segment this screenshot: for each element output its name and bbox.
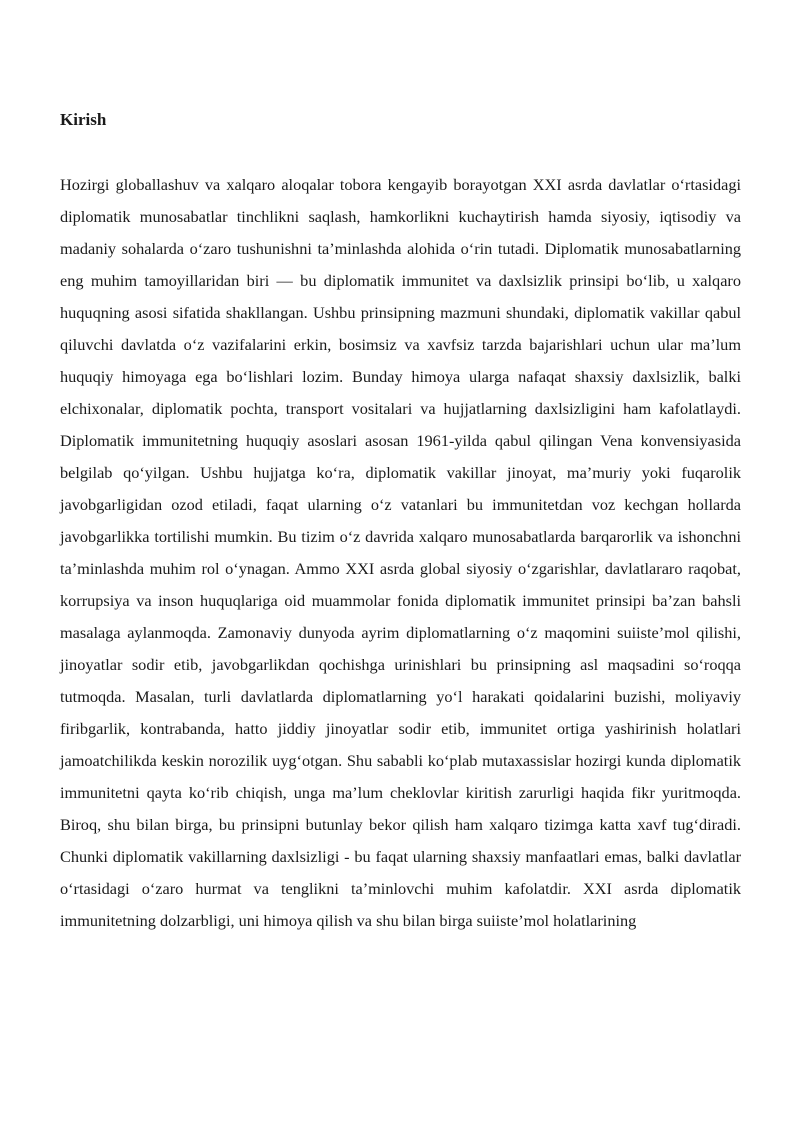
section-heading: Kirish — [60, 110, 107, 129]
body-paragraph: Hozirgi globallashuv va xalqaro aloqalar tobora kengayib borayotgan XXI asrda davlatlar o‘rtasidagi diplomatik munosabatlar tinchlikni saqlash, hamkorlikni kuchaytirish hamda siyosiy, iqtisodiy va madaniy sohalarda o‘zaro tushunishni ta’minlashda alohida o‘rin tutadi. Diplomatik munosabatlarning eng muhim tamoyillaridan biri — bu diplomatik immunitet va daxlsizlik prinsipi bo‘lib, u xalqaro huquqning asosi sifatida shakllangan. Ushbu prinsipning mazmuni shundaki, diplomatik vakillar qabul qiluvchi davlatda o‘z vazifalarini erkin, bosimsiz va xavfsiz tarzda bajarishlari uchun ular ma’lum huquqiy himoyaga ega bo‘lishlari lozim. Bunday himoya ularga nafaqat shaxsiy daxlsizlik, balki elchixonalar, diplomatik pochta, transport vositalari va hujjatlarning daxlsizligini ham kafolatlaydi. Diplomatik immunitetning huquqiy asoslari asosan 1961-yilda qabul qilingan Vena konvensiyasida belgilab qo‘yilgan. Ushbu hujjatga ko‘ra, diplomatik vakillar jinoyat, ma’muriy yoki fuqarolik javobgarligidan ozod etiladi, faqat ularning o‘z vatanlari bu immunitetdan voz kechgan hollarda javobgarlikka tortilishi mumkin. Bu tizim o‘z davrida xalqaro munosabatlarda barqarorlik va ishonchni ta’minlashda muhim rol o‘ynagan. Ammo XXI asrda global siyosiy o‘zgarishlar, davlatlararo raqobat, korrupsiya va inson huquqlariga oid muammolar fonida diplomatik immunitet prinsipi ba’zan bahsli masalaga aylanmoqda. Zamonaviy dunyoda ayrim diplomatlarning o‘z maqomini suiiste’mol qilishi, jinoyatlar sodir etib, javobgarlikdan qochishga urinishlari bu prinsipning asl maqsadini so‘roqqa tutmoqda. Masalan, turli davlatlarda diplomatlarning yo‘l harakati qoidalarini buzishi, moliyaviy firibgarlik, kontrabanda, hatto jiddiy jinoyatlar sodir etib, immunitet ortiga yashirinish holatlari jamoatchilikda keskin norozilik uyg‘otgan. Shu sababli ko‘plab mutaxassislar hozirgi kunda diplomatik immunitetni qayta ko‘rib chiqish, unga ma’lum cheklovlar kiritish zarurligi haqida fikr yuritmoqda. Biroq, shu bilan birga, bu prinsipni butunlay bekor qilish ham xalqaro tizimga katta xavf tug‘diradi. Chunki diplomatik vakillarning daxlsizligi - bu faqat ularning shaxsiy manfaatlari emas, balki davlatlar o‘rtasidagi o‘zaro hurmat va tenglikni ta’minlovchi muhim kafolatdir. XXI asrda diplomatik immunitetning dolzarbligi, uni himoya qilish va shu bilan birga suiiste’mol holatlarining — [60, 175, 741, 930]
